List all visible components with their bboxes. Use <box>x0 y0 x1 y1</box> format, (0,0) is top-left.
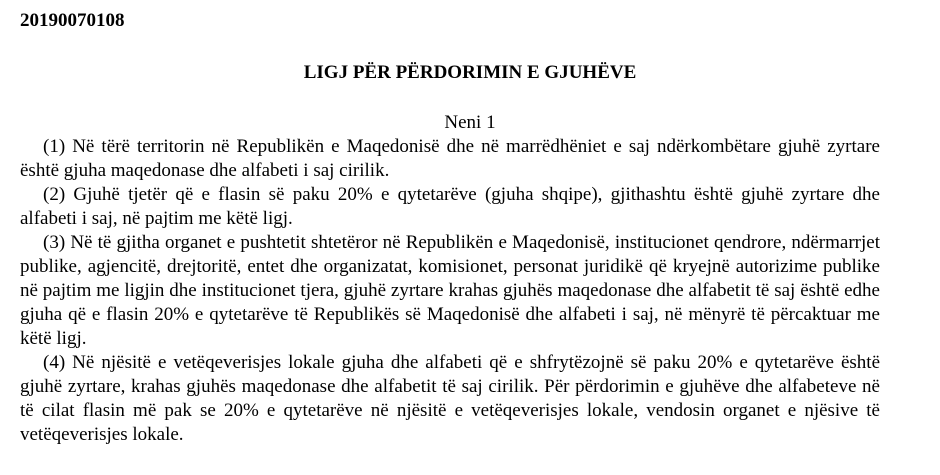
article-body <box>20 135 880 447</box>
document-id: 20190070108 <box>20 10 125 31</box>
paragraph-4: (4) Në njësitë e vetëqeverisjes lokale gjuha dhe alfabeti që e shfrytëzojnë së paku 20% e qytetarëve është gjuhë zyrtare, krahas gjuhës maqedonase dhe alfabetit të saj cirilik. Për përdorimin e gjuhëve dhe alfabeteve në të cilat flasin më pak se 20% e qytetarëve në njësitë e vetëqeverisjes lokale, vendosin organet e njësive të vetëqeverisjes lokale. <box>20 352 880 445</box>
document-title: LIGJ PËR PËRDORIMIN E GJUHËVE <box>303 62 637 83</box>
paragraph-2: (2) Gjuhë tjetër që e flasin së paku 20% e qytetarëve (gjuha shqipe), gjithashtu është gjuhë zyrtare dhe alfabeti i saj, në pajtim me këtë ligj. <box>20 184 880 229</box>
article-title: Neni 1 <box>444 112 496 133</box>
paragraph-1: (1) Në tërë territorin në Republikën e Maqedonisë dhe në marrëdhëniet e saj ndërkombëtare gjuhë zyrtare është gjuha maqedonase dhe alfabeti i saj cirilik. <box>20 136 880 181</box>
paragraph-3: (3) Në të gjitha organet e pushtetit shtetëror në Republikën e Maqedonisë, institucionet qendrore, ndërmarrjet publike, agjencitë, drejtoritë, entet dhe organizatat, komisionet, personat juridikë që kryejnë autorizime publike në pajtim me ligjin dhe institucionet tjera, gjuhë zyrtare krahas gjuhës maqedonase dhe alfabetit të saj është edhe gjuha që e flasin 20% e qytetarëve të Republikës së Maqedonisë dhe alfabeti i saj, në mënyrë të përcaktuar me këtë ligj. <box>20 232 880 349</box>
